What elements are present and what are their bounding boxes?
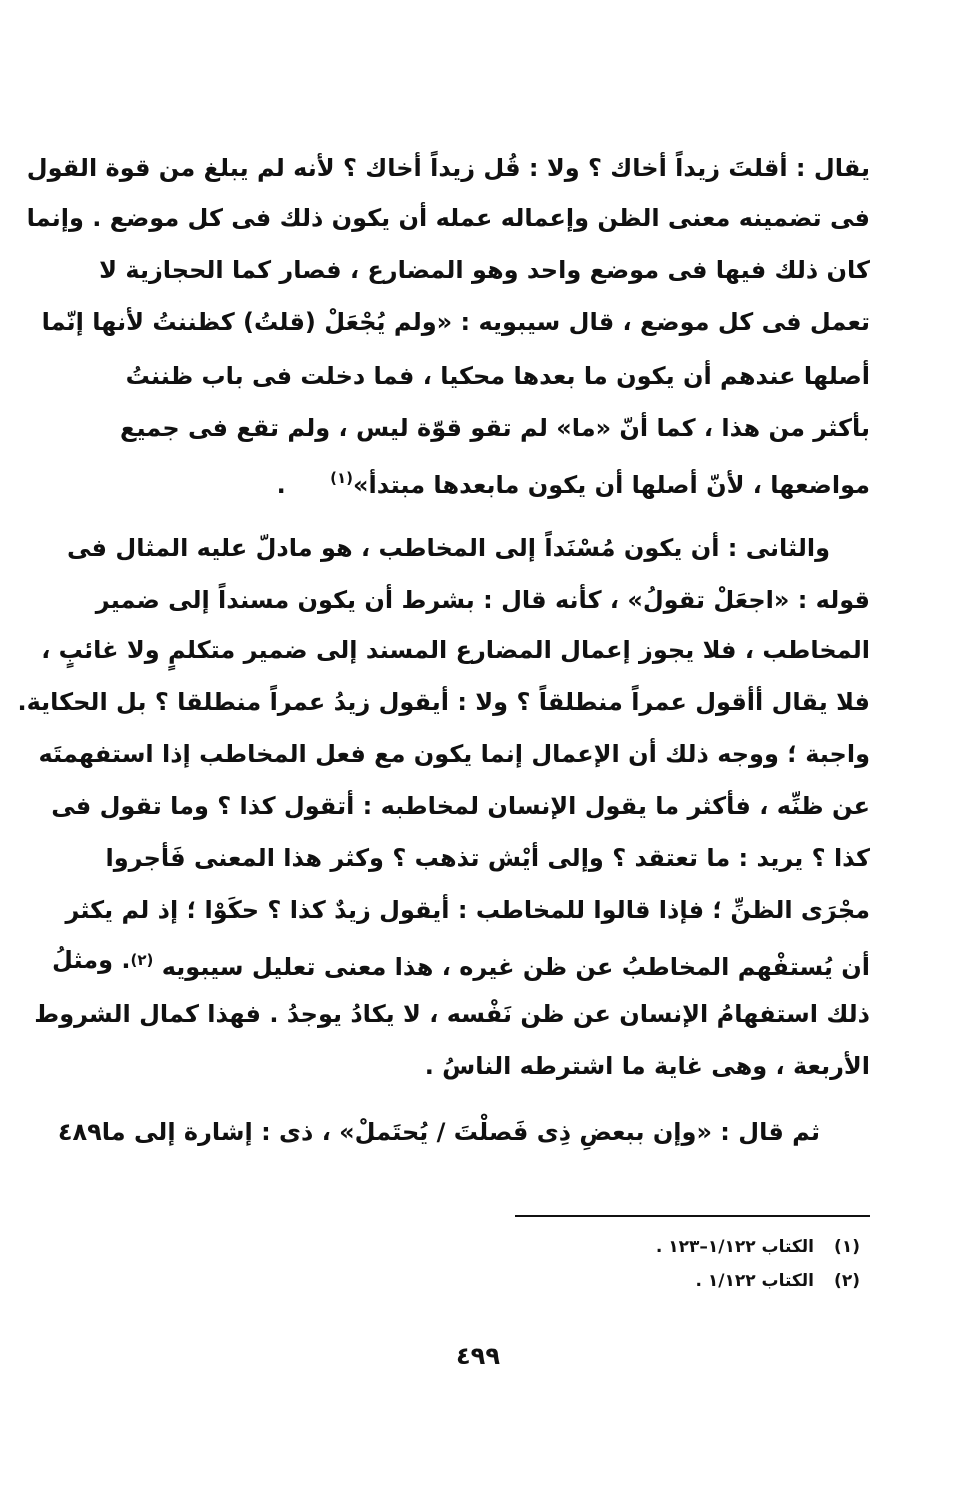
page-number: ٤٩٩ bbox=[456, 1342, 500, 1370]
paragraph-1-line-7-text: مواضعها ، لأنّ أصلها أن يكون مابعدها مبتدأ» bbox=[353, 471, 870, 499]
footnote-2-mark: (٢) bbox=[834, 1271, 860, 1291]
paragraph-1-line-7 bbox=[170, 458, 870, 505]
footnote-2 bbox=[560, 1266, 860, 1296]
footnote-separator bbox=[515, 1215, 870, 1217]
paragraph-2-line-10: ذلك استفهامُ الإنسان عن ظن نَفْسه ، لا يكادُ يوجدُ . فهذا كمال الشروط bbox=[34, 1000, 870, 1028]
paragraph-1-line-5: أصلها عندهم أن يكون ما بعدها محكيا ، فما دخلت فى باب ظننتُ bbox=[125, 362, 870, 390]
verse-line bbox=[57, 1112, 820, 1152]
footnote-ref-1: (١) bbox=[330, 469, 354, 487]
paragraph-2-line-7: كذا ؟ يريد : ما تعتقد ؟ وإلى أيْش تذهب ؟ وكثر هذا المعنى فَأجروا bbox=[105, 844, 870, 872]
footnote-1-text: الكتاب ١/١٢٢–١٢٣ . bbox=[655, 1237, 814, 1257]
paragraph-2-line-4: فلا يقال أأقول عمراً منطلقاً ؟ ولا : أيقول زيدُ عمراً منطلقا ؟ بل الحكاية. bbox=[17, 688, 870, 716]
verse-text: ثم قال : «وإن ببعضِ ذِى فَصلْتَ / يُحتَملْ» ، ذى : إشارة إلى ما bbox=[101, 1118, 820, 1146]
paragraph-2-line-2: قوله : «اجعَلْ تقولُ» ، كأنه قال : بشرط أن يكون مسنداً إلى ضمير bbox=[95, 586, 870, 614]
paragraph-1-line-2: فى تضمينه معنى الظن وإعماله عمله أن يكون ذلك فى كل موضع . وإنما bbox=[26, 204, 870, 232]
paragraph-1-period: . bbox=[276, 471, 286, 499]
paragraph-2-line-1 bbox=[67, 528, 870, 568]
paragraph-2-line-11: الأربعة ، وهى غاية ما اشترطه الناسُ . bbox=[424, 1052, 870, 1080]
paragraph-2-line-5: واجبة ؛ ووجه ذلك أن الإعمال إنما يكون مع فعل المخاطب إذا استفهمتَه bbox=[38, 740, 870, 768]
paragraph-2-line-9-continuation: . ومثلُ bbox=[52, 946, 131, 974]
paragraph-1-line-6: بأكثر من هذا ، كما أنّ «ما» لم تقو قوّة ليس ، ولم تقع فى جميع bbox=[120, 414, 870, 442]
paragraph-1-line-1: يقال : أقلتَ زيداً أخاك ؟ ولا : قُل زيداً أخاك ؟ لأنه لم يبلغ من قوة القول bbox=[26, 154, 870, 182]
paragraph-2-line-9-text: أن يُستفْهم المخاطبُ عن ظن غيره ، هذا معنى تعليل سيبويه bbox=[161, 953, 870, 981]
paragraph-2-line-8: مجْرَى الظنِّ ؛ فإذا قالوا للمخاطب : أيقول زيدٌ كذا ؟ حكَوْا ؛ إذ لم يكثر bbox=[65, 896, 870, 924]
paragraph-2-line-9 bbox=[52, 940, 870, 987]
footnote-1-mark: (١) bbox=[834, 1237, 860, 1257]
footnote-ref-2: (٢) bbox=[130, 951, 154, 969]
paragraph-1-line-4: تعمل فى كل موضع ، قال سيبويه : «ولم يُجْعَلْ (قلتُ) كظننتُ لأنها إنّما bbox=[41, 308, 870, 336]
paragraph-2-line-1-text: والثانى : أن يكون مُسْنَداً إلى المخاطب ، هو مادلّ عليه المثال فى bbox=[67, 534, 830, 562]
paragraph-2-line-6: عن ظنِّه ، فأكثر ما يقول الإنسان لمخاطبه : أتقول كذا ؟ وما تقول فى bbox=[51, 792, 870, 820]
paragraph-2-line-3: المخاطب ، فلا يجوز إعمال المضارع المسند إلى ضمير متكلمٍ ولا غائبٍ ، bbox=[41, 636, 870, 664]
paragraph-1-line-3: كان ذلك فيها فى موضع واحد وهو المضارع ، فصار كما الحجازية لا bbox=[99, 256, 870, 284]
footnote-1 bbox=[560, 1232, 860, 1262]
footnote-2-text: الكتاب ١/١٢٢ . bbox=[695, 1271, 814, 1291]
verse-number: ٤٨٩ bbox=[57, 1118, 102, 1146]
